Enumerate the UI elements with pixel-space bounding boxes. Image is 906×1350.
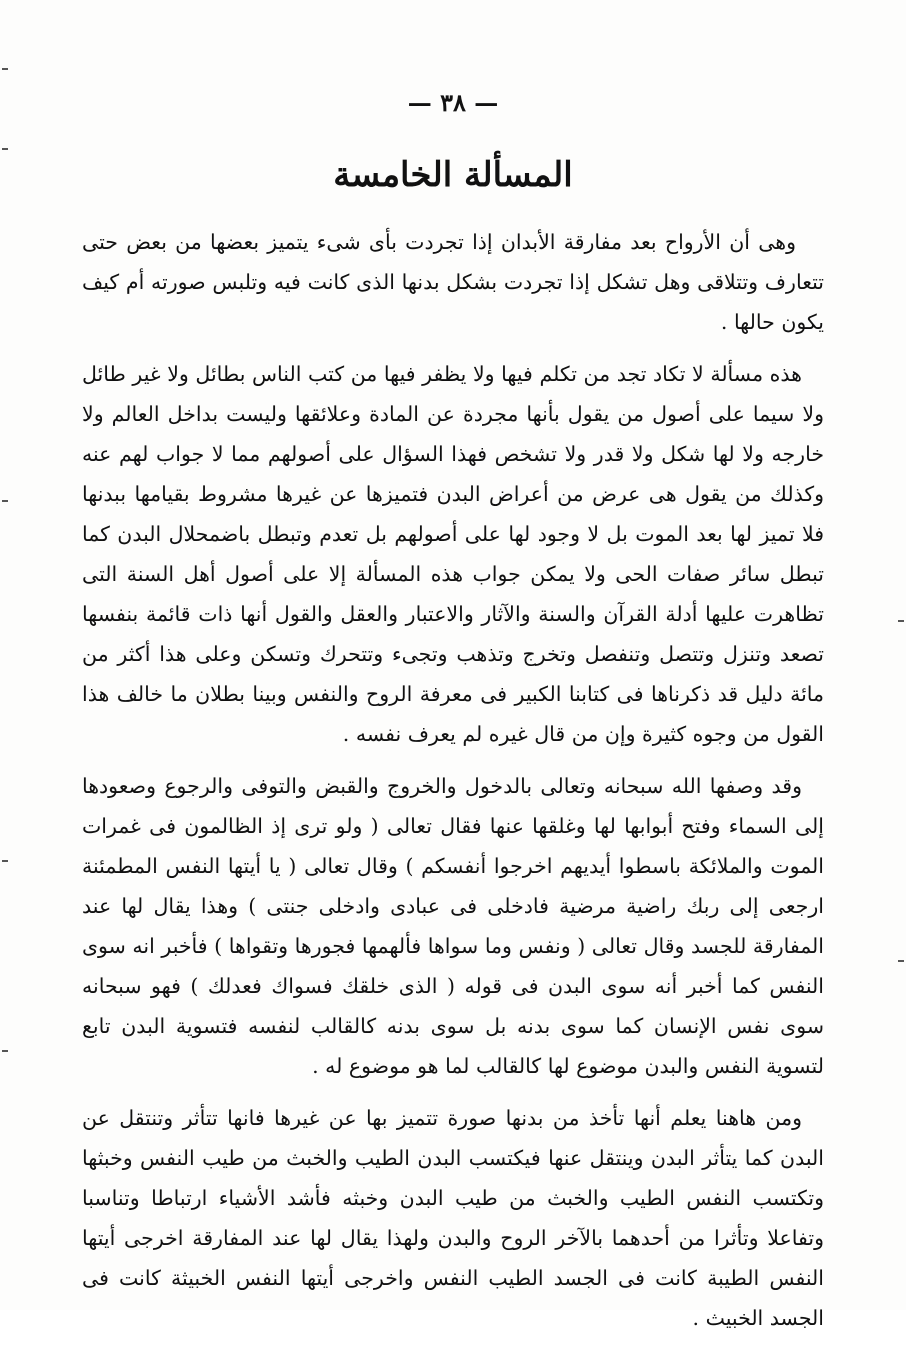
scan-edge-mark — [2, 500, 8, 502]
scan-edge-mark — [898, 620, 904, 622]
paragraph-question: وهى أن الأرواح بعد مفارقة الأبدان إذا تجردت بأى شىء يتميز بعضها من بعض حتى تتعارف وتتلاقى وهل تشكل إذا تجردت بشكل بدنها الذى كانت فيه وتلبس صورته أم كيف يكون حالها . — [82, 230, 824, 334]
paragraph-answer: هذه مسألة لا تكاد تجد من تكلم فيها ولا يظفر فيها من كتب الناس بطائل ولا غير طائل ولا سيما على أصول من يقول بأنها مجردة عن المادة وعلائقها وليست بداخل العالم ولا خارجه ولا لها شكل ولا قدر ولا تشخص فهذا السؤال على أصولهم مما لا جواب لهم عنه وكذلك من يقول هى عرض من أعراض البدن فتميزها عن غيرها مشروط بقيامها ببدنها فلا تميز لها بعد الموت بل لا وجود لها على أصولهم بل تعدم وتبطل باضمحلال البدن كما تبطل سائر صفات الحى ولا يمكن جواب هذه المسألة إلا على أصول أهل السنة التى تظاهرت عليها أدلة القرآن والسنة والآثار والاعتبار والعقل والقول أنها ذات قائمة بنفسها تصعد وتنزل وتتصل وتنفصل وتخرج وتذهب وتجىء وتتحرك وتسكن وعلى هذا أكثر من مائة دليل قد ذكرناها فى كتابنا الكبير فى معرفة الروح والنفس وبينا بطلان ما خالف هذا القول من وجوه كثيرة وإن من قال غيره لم يعرف نفسه . — [82, 362, 824, 746]
paragraph-conclusion: ومن هاهنا يعلم أنها تأخذ من بدنها صورة تتميز بها عن غيرها فانها تتأثر وتنتقل عن البدن كما يتأثر البدن وينتقل عنها فيكتسب البدن الطيب والخبث من طيب النفس وخبثها وتكتسب النفس الطيب والخبث من طيب البدن وخبثه فأشد الأشياء ارتباطا وتناسبا وتفاعلا وتأثرا من أحدهما بالآخر الروح والبدن ولهذا يقال لها عند المفارقة اخرجى أيتها النفس الطيبة كانت فى الجسد الطيب النفس واخرجى أيتها النفس الخبيثة كانت فى الجسد الخبيث . — [82, 1106, 824, 1330]
scan-edge-mark — [2, 148, 8, 150]
page-number: — ٣٨ — — [407, 88, 499, 117]
scan-edge-mark — [898, 960, 904, 962]
scan-edge-mark — [2, 1050, 8, 1052]
chapter-title: المسألة الخامسة — [333, 155, 573, 195]
body-text — [82, 222, 824, 1350]
scan-edge-mark — [2, 860, 8, 862]
paragraph-quran-evidence: وقد وصفها الله سبحانه وتعالى بالدخول والخروج والقبض والتوفى والرجوع وصعودها إلى السماء وفتح أبوابها لها وغلقها عنها فقال تعالى ( ولو ترى إذ الظالمون فى غمرات الموت والملائكة باسطوا أيديهم اخرجوا أنفسكم ) وقال تعالى ( يا أيتها النفس المطمئنة ارجعى إلى ربك راضية مرضية فادخلى فى عبادى وادخلى جنتى ) وهذا يقال لها عند المفارقة للجسد وقال تعالى ( ونفس وما سواها فألهمها فجورها وتقواها ) فأخبر انه سوى النفس كما أخبر أنه سوى البدن فى قوله ( الذى خلقك فسواك فعدلك ) فهو سبحانه سوى نفس الإنسان كما سوى بدنه بل سوى بدنه كالقالب لنفسه فتسوية البدن تابع لتسوية النفس والبدن موضوع لها كالقالب لما هو موضوع له . — [82, 774, 824, 1078]
scan-edge-mark — [2, 68, 8, 70]
